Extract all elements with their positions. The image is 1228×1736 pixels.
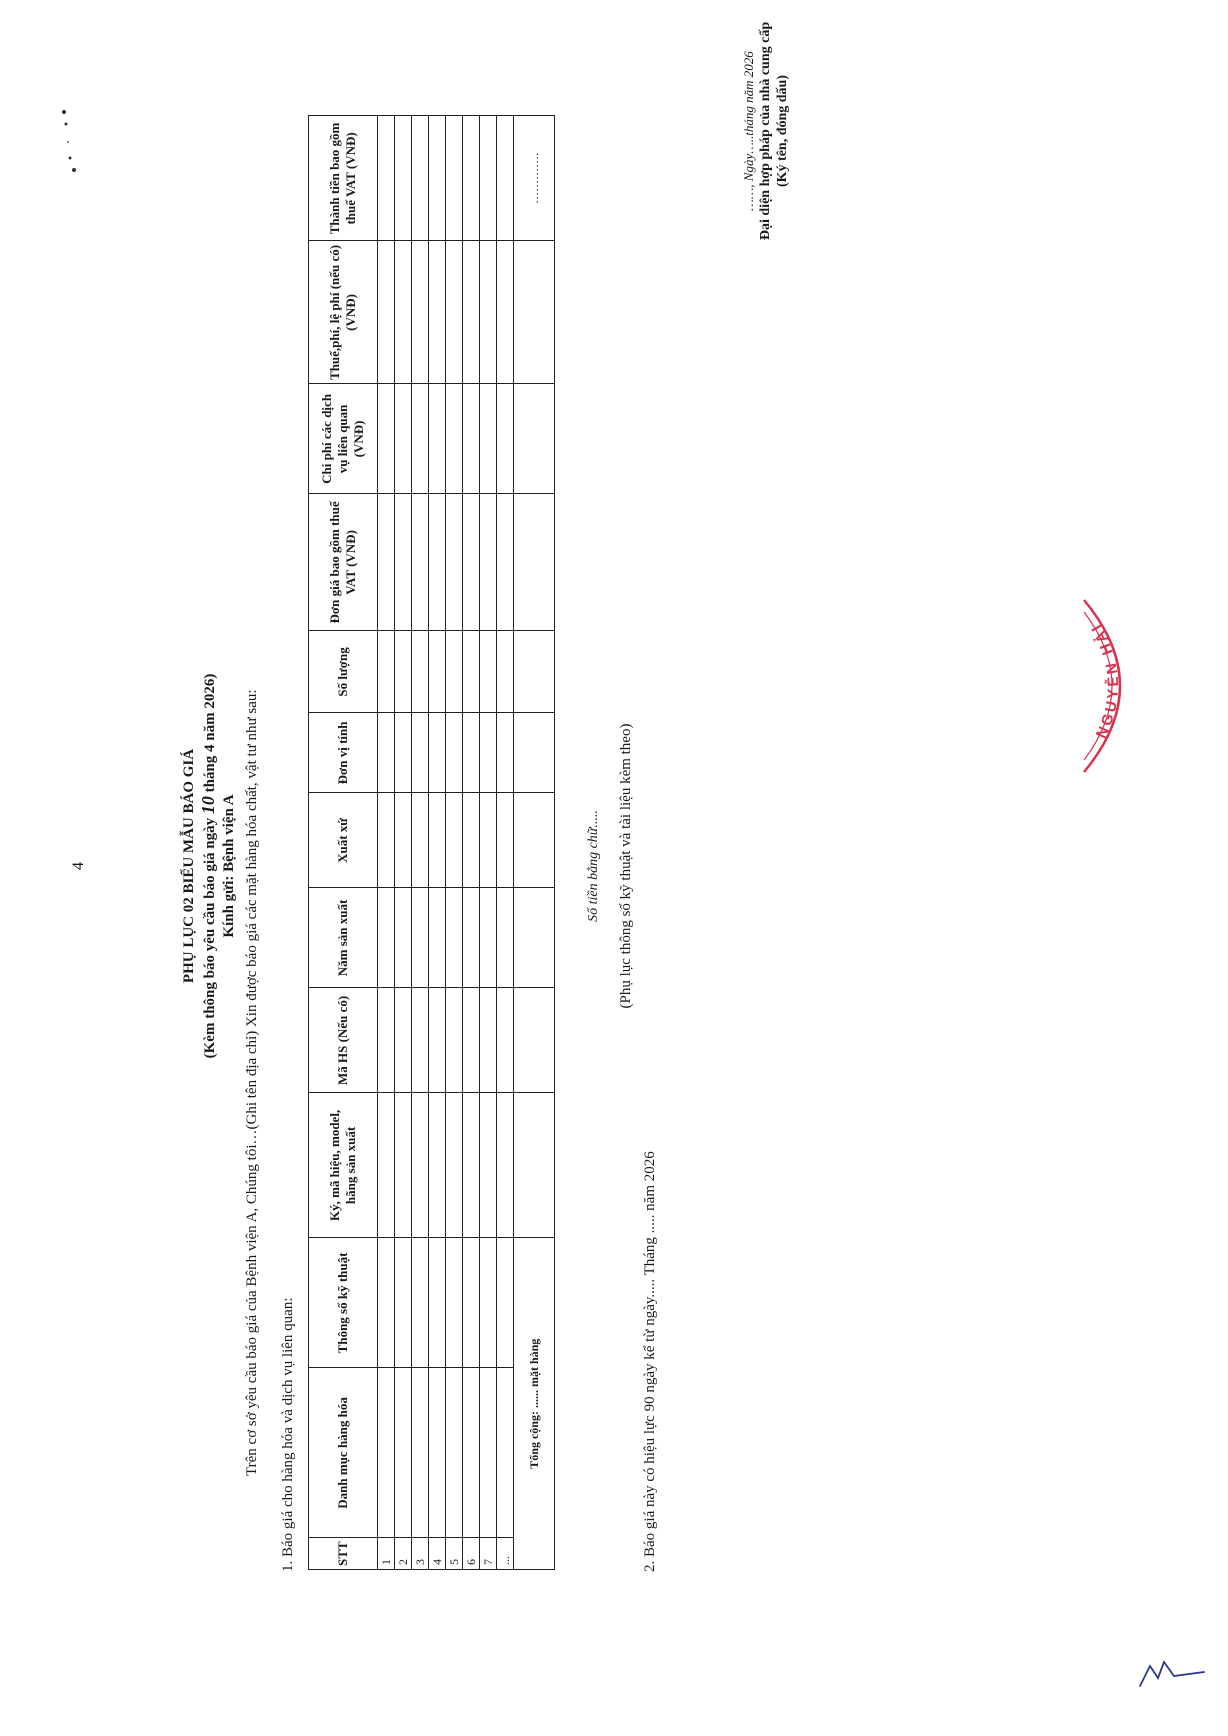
table-row	[463, 116, 480, 1570]
header-origin: Xuất xứ	[309, 793, 378, 888]
row-number: 5	[446, 1538, 463, 1570]
total-value: ………….	[514, 116, 555, 241]
header-hs-code: Mã HS (Nếu có)	[309, 988, 378, 1093]
section-2-validity: 2. Báo giá này có hiệu lực 90 ngày kể từ ngày..... Tháng ..... năm 2026	[642, 1151, 658, 1572]
row-number: ...	[497, 1538, 514, 1570]
document-title: PHỤ LỤC 02 BIỂU MẪU BÁO GIÁ	[181, 748, 197, 984]
table-row	[480, 116, 497, 1570]
recipient-line: Kính gửi: Bệnh viện A	[221, 794, 237, 938]
total-label: Tổng cộng: ...... mặt hàng	[514, 1238, 555, 1570]
row-number: 3	[412, 1538, 429, 1570]
handwritten-signature-icon	[1130, 1626, 1210, 1706]
section-1-label: 1. Báo giá cho hàng hóa và dịch vụ liên quan:	[280, 1297, 296, 1572]
header-service-cost: Chi phí các dịch vụ liên quan (VNĐ)	[309, 384, 378, 494]
table-row	[446, 116, 463, 1570]
page-number: 4	[70, 862, 87, 870]
table-row	[378, 116, 395, 1570]
table-row	[429, 116, 446, 1570]
appendix-note: (Phụ lục thông số kỹ thuật và tài liệu kèm theo)	[618, 723, 634, 1009]
header-year: Năm sản xuất	[309, 888, 378, 988]
subtitle-day-handwritten: 10	[198, 796, 218, 815]
document-subtitle	[199, 556, 220, 1176]
table-row	[395, 116, 412, 1570]
header-specs: Thông số kỹ thuật	[309, 1238, 378, 1368]
header-unit-price: Đơn giá bao gồm thuế VAT (VNĐ)	[309, 494, 378, 631]
stamp-arc-icon	[1078, 596, 1136, 776]
table-row	[412, 116, 429, 1570]
company-stamp	[1078, 596, 1136, 776]
header-total-amount: Thành tiền bao gồm thuế VAT (VNĐ)	[309, 116, 378, 241]
row-number: 4	[429, 1538, 446, 1570]
scan-artifact-dots	[60, 96, 80, 176]
header-stt: STT	[309, 1538, 378, 1570]
table-total-row	[514, 116, 555, 1570]
header-model: Ký, mã hiệu, model, hãng sản xuất	[309, 1093, 378, 1238]
signature-note: (Ký tên, đóng dấu)	[775, 74, 790, 188]
header-goods-list: Danh mục hàng hóa	[309, 1368, 378, 1538]
signature-date-line: ……, Ngày…..tháng năm 2026	[741, 51, 756, 211]
row-number: 2	[395, 1538, 412, 1570]
header-taxes-fees: Thuế,phí, lệ phí (nếu có)(VNĐ)	[309, 241, 378, 384]
subtitle-prefix: (Kèm thông báo yêu cầu báo giá ngày	[202, 817, 218, 1059]
svg-text:NGUYỄN HẢI	[1087, 619, 1122, 741]
intro-paragraph: Trên cơ sở yêu cầu báo giá của Bệnh viện A, Chúng tôi…(Ghi tên địa chỉ) Xin được báo giá các mặt hàng hóa chất, vật tư như sau:	[244, 689, 260, 1476]
header-unit: Đơn vị tính	[309, 713, 378, 793]
signature-title: Đại diện hợp pháp của nhà cung cấp	[758, 21, 773, 241]
header-quantity: Số lượng	[309, 631, 378, 713]
stamp-text: NGUYỄN HẢI	[1087, 619, 1123, 742]
title-block	[180, 556, 239, 1176]
table-row	[497, 116, 514, 1570]
row-number: 1	[378, 1538, 395, 1570]
table-header-row	[309, 116, 378, 1570]
subtitle-suffix: tháng 4 năm 2026)	[202, 673, 218, 793]
amount-in-words: Số tiền bằng chữ.....	[586, 810, 601, 922]
row-number: 7	[480, 1538, 497, 1570]
signature-block	[740, 1, 791, 261]
quotation-table	[308, 115, 555, 1570]
row-number: 6	[463, 1538, 480, 1570]
